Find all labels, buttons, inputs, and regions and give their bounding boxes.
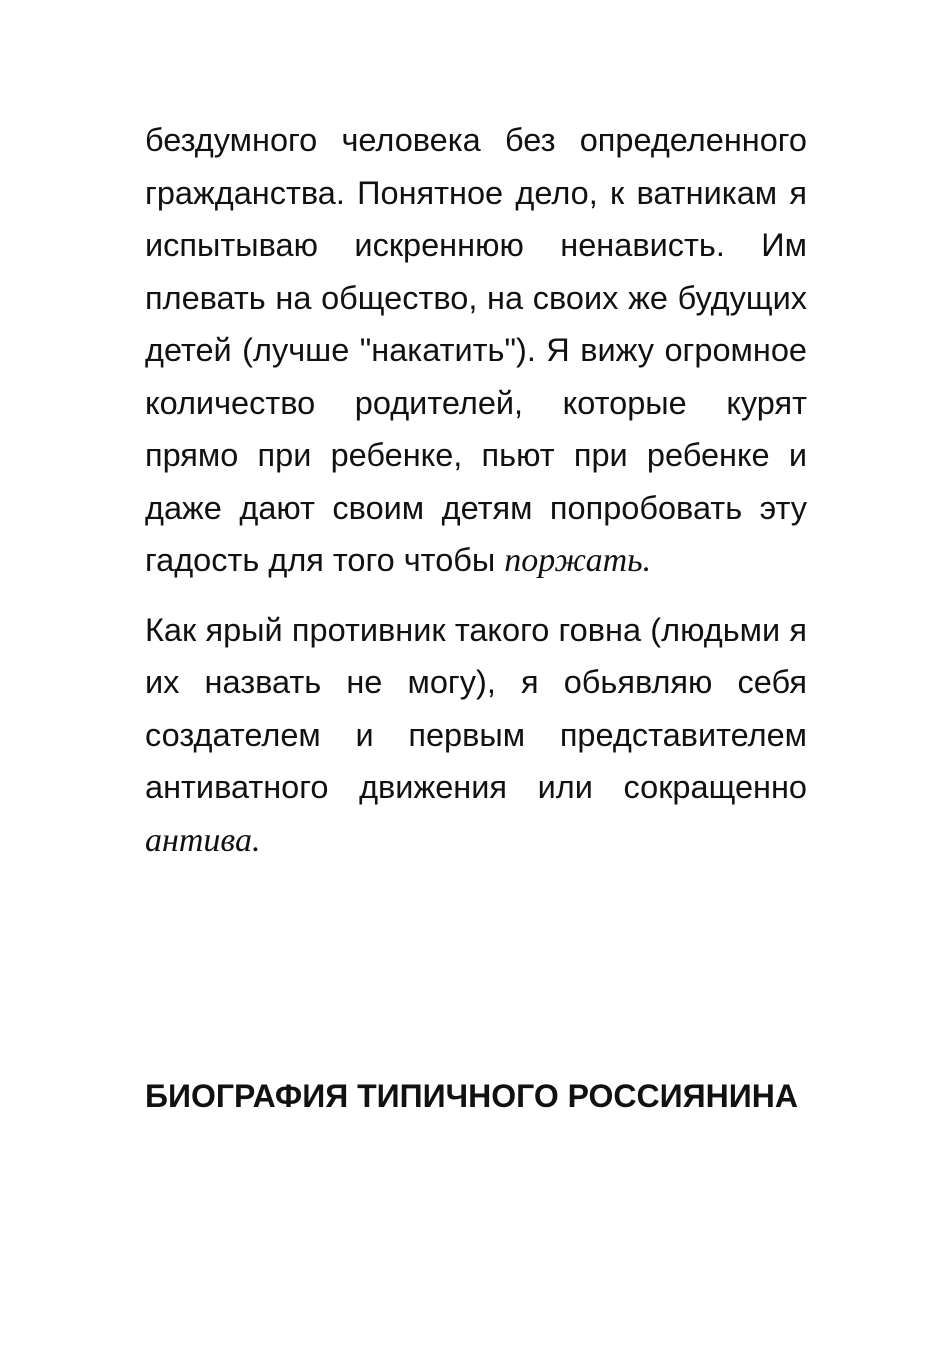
- document-body: [145, 114, 807, 867]
- paragraph-1-italic: поржать.: [504, 542, 652, 579]
- paragraph-1-text: бездумного человека без определенного гражданства. Понятное дело, к ватникам я испытываю искреннюю ненависть. Им плевать на общество, на своих же будущих детей (лучше "накатить"). Я вижу огромное количество родителей, которые курят прямо при ребенке, пьют при ребенке и даже дают своим детям попробовать эту гадость для того чтобы: [145, 122, 807, 578]
- paragraph-1: [145, 114, 807, 588]
- paragraph-2-text: Как ярый противник такого говна (людьми я их назвать не могу), я обьявляю себя создателем и первым представителем антиватного движения или сокращенно: [145, 611, 807, 805]
- section-heading: БИОГРАФИЯ ТИПИЧНОГО РОССИЯНИНА: [145, 1078, 798, 1114]
- paragraph-2-italic: антива.: [145, 821, 261, 859]
- paragraph-2: [145, 604, 807, 868]
